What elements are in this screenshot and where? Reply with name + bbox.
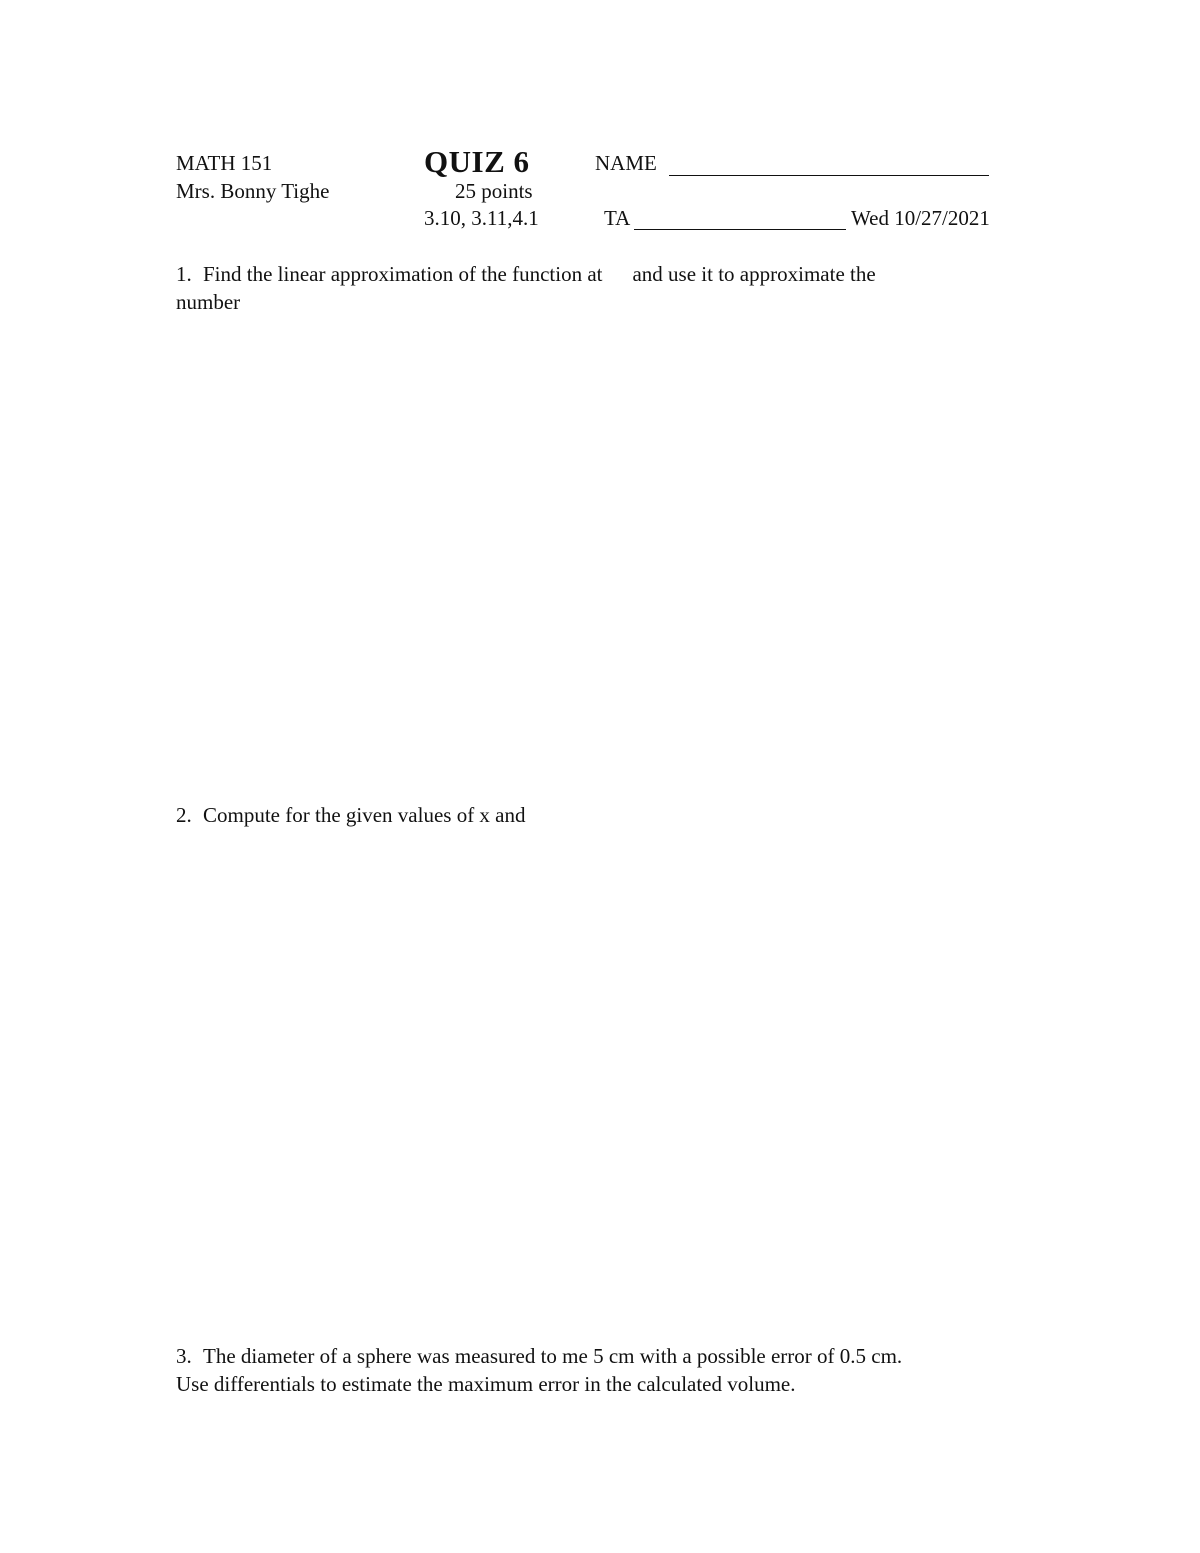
question-1-text-part-2: and use it to approximate the: [632, 262, 876, 286]
name-label: NAME: [595, 151, 657, 175]
question-3-text-line-1: The diameter of a sphere was measured to me 5 cm with a possible error of 0.5 cm.: [203, 1344, 903, 1368]
ta-blank-line[interactable]: [634, 212, 846, 230]
question-1-line-2: number: [176, 290, 241, 314]
question-1: [176, 260, 876, 316]
question-number: 3.: [176, 1344, 192, 1368]
instructor-name: Mrs. Bonny Tighe: [176, 179, 330, 203]
quiz-date: Wed 10/27/2021: [851, 206, 990, 230]
quiz-title: QUIZ 6: [424, 144, 530, 179]
points-total: 25 points: [455, 179, 533, 203]
question-3-line-2: Use differentials to estimate the maximum error in the calculated volume.: [176, 1372, 796, 1396]
question-number: 1.: [176, 262, 192, 286]
name-blank-line[interactable]: [669, 158, 989, 176]
question-number: 2.: [176, 803, 192, 827]
question-2-text: Compute for the given values of x and: [203, 803, 526, 827]
question-3: [176, 1342, 902, 1398]
question-1-text-part-1: Find the linear approximation of the function at: [203, 262, 603, 286]
question-3-line-1: [176, 1342, 902, 1370]
course-code: MATH 151: [176, 151, 273, 175]
question-2-line-1: [176, 801, 526, 829]
sections-covered: 3.10, 3.11,4.1: [424, 206, 539, 230]
ta-label: TA: [604, 206, 631, 230]
question-1-line-1: [176, 260, 876, 288]
question-2: [176, 801, 526, 829]
